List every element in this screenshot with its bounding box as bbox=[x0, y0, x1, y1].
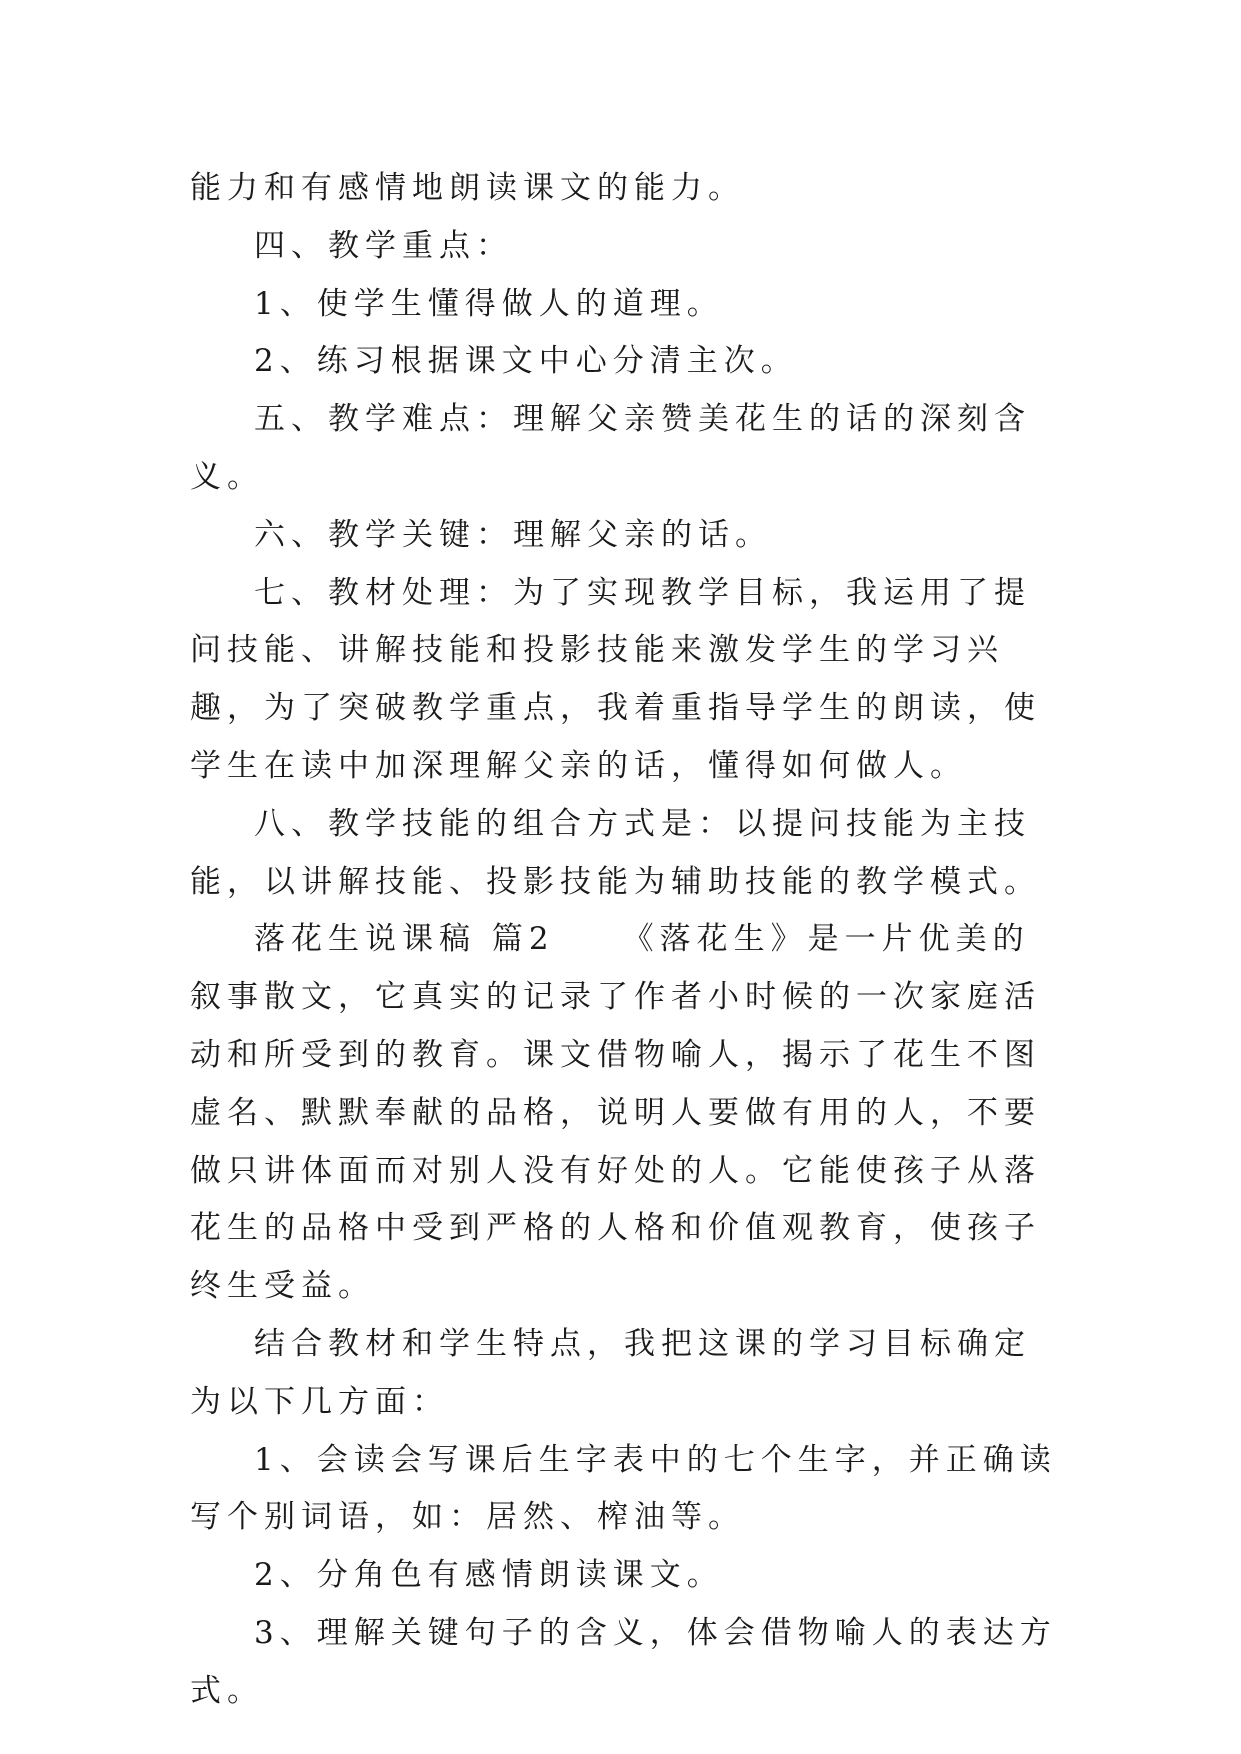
section-heading: 落花生说课稿 篇2 bbox=[254, 921, 555, 958]
section-2-paragraph bbox=[190, 911, 1066, 1316]
paragraph-learning-goals-intro: 结合教材和学生特点，我把这课的学习目标确定为以下几方面： bbox=[190, 1325, 1031, 1420]
document-body bbox=[190, 160, 1066, 1721]
list-item-goal-3: 3、理解关键句子的含义，体会借物喻人的表达方式。 bbox=[190, 1614, 1057, 1709]
section-intro: 《落花生》是一片优美的叙事散文，它真实的记录了作者小时候的一次家庭活动和所受到的教育。课文借物喻人，揭示了花生不图虚名、默默奉献的品格，说明人要做有用的人，不要做只讲体面而对别人没有好处的人。它能使孩子从落花生的品格中受到严格的人格和价值观教育，使孩子终生受益。 bbox=[190, 921, 1041, 1305]
list-item-goal-2: 2、分角色有感情朗读课文。 bbox=[254, 1557, 724, 1594]
heading-teaching-focus: 四、教学重点： bbox=[254, 227, 513, 264]
paragraph-teaching-difficulty: 五、教学难点：理解父亲赞美花生的话的深刻含义。 bbox=[190, 401, 1031, 495]
list-item-goal-1: 1、会读会写课后生字表中的七个生字，并正确读写个别词语，如：居然、榨油等。 bbox=[190, 1441, 1057, 1536]
paragraph-teaching-key: 六、教学关键：理解父亲的话。 bbox=[254, 516, 772, 553]
paragraph-material-handling: 七、教材处理：为了实现教学目标，我运用了提问技能、讲解技能和投影技能来激发学生的学习兴趣，为了突破教学重点，我着重指导学生的朗读，使学生在读中加深理解父亲的话，懂得如何做人。 bbox=[190, 574, 1041, 784]
list-item-focus-2: 2、练习根据课文中心分清主次。 bbox=[254, 343, 798, 380]
list-item-focus-1: 1、使学生懂得做人的道理。 bbox=[254, 285, 724, 322]
paragraph-continued: 能力和有感情地朗读课文的能力。 bbox=[190, 170, 745, 206]
paragraph-skill-combination: 八、教学技能的组合方式是：以提问技能为主技能，以讲解技能、投影技能为辅助技能的教学模式。 bbox=[190, 805, 1041, 900]
